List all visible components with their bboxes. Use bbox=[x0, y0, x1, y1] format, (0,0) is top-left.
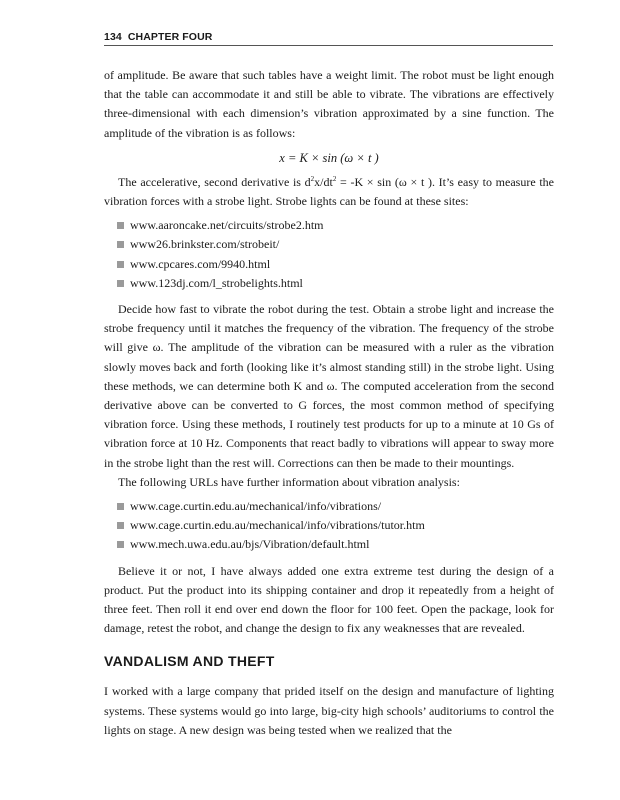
vibration-link[interactable]: www.cage.curtin.edu.au/mechanical/info/vibrations/ bbox=[130, 499, 382, 514]
list-item bbox=[104, 516, 554, 535]
square-bullet-icon bbox=[117, 503, 124, 510]
list-item bbox=[104, 255, 554, 274]
square-bullet-icon bbox=[117, 241, 124, 248]
paragraph-lighting-company: I worked with a large company that prided itself on the design and manufacture of lighting systems. These systems would go into large, big-city high schools’ auditoriums to control the lights on stage. A new design was being tested when we realized that the bbox=[104, 684, 554, 737]
list-item bbox=[104, 216, 554, 235]
derivative-text-b: x/dt bbox=[314, 174, 333, 189]
derivative-text-c: = -K × sin (ω × t ). It’s easy to measure the vibration forces with a strobe light. Strobe lights can be found at these sites: bbox=[104, 174, 554, 209]
derivative-text-a: The accelerative, second derivative is d bbox=[118, 174, 311, 189]
vibration-equation: x = K × sin (ω × t ) bbox=[279, 150, 379, 165]
list-item bbox=[104, 497, 554, 516]
strobe-link[interactable]: www26.brinkster.com/strobeit/ bbox=[130, 237, 280, 252]
section-heading: VANDALISM AND THEFT bbox=[104, 653, 275, 670]
strobe-link[interactable]: www.aaroncake.net/circuits/strobe2.htm bbox=[130, 218, 324, 233]
body-text bbox=[104, 66, 554, 740]
square-bullet-icon bbox=[117, 222, 124, 229]
strobe-link[interactable]: www.123dj.com/l_strobelights.html bbox=[130, 275, 303, 290]
list-item bbox=[104, 235, 554, 254]
paragraph-drop-test: Believe it or not, I have always added one extra extreme test during the design of a product. Put the product into its shipping container and drop it repeatedly from a height of three feet. Then roll it end over end down the floor for 100 feet. Open the package, look for damage, retest the robot, and change the design to fix any weaknesses that are revealed. bbox=[104, 563, 554, 636]
running-header bbox=[104, 31, 553, 46]
list-item bbox=[104, 535, 554, 554]
superscript-2a: 2 bbox=[310, 174, 315, 183]
strobe-link[interactable]: www.cpcares.com/9940.html bbox=[130, 256, 271, 271]
strobe-link-list bbox=[104, 216, 554, 293]
list-item bbox=[104, 274, 554, 293]
chapter-title: CHAPTER FOUR bbox=[127, 31, 213, 43]
paragraph-amplitude: of amplitude. Be aware that such tables have a weight limit. The robot must be light enough that the table can accommodate it and still be able to vibrate. The vibrations are effectively three-dimensional with each dimension’s vibration approximated by a sine function. The amplitude of the vibration is as follows: bbox=[104, 68, 554, 140]
paragraph-strobe-method: Decide how fast to vibrate the robot during the test. Obtain a strobe light and increase the strobe frequency until it matches the frequency of the vibration. The frequency of the strobe will give ω. The amplitude of the vibration can be measured with a ruler as the vibration slowly moves back and forth (looking like it’s almost standing still) in the strobe light. Using these methods, we can determine both K and ω. The computed acceleration from the second derivative above can be converted to G forces, the most common method of specifying vibration force. Using these methods, I routinely test products for up to a minute at 10 Gs of vibration force at 10 Hz. Components that react badly to vibrations will appear to sway more in the strobe light than the rest will. Corrections can then be made to their mountings. bbox=[104, 302, 554, 470]
square-bullet-icon bbox=[117, 261, 124, 268]
vibration-link-list bbox=[104, 497, 554, 555]
vibration-link[interactable]: www.mech.uwa.edu.au/bjs/Vibration/default.html bbox=[130, 537, 370, 552]
square-bullet-icon bbox=[117, 522, 124, 529]
square-bullet-icon bbox=[117, 541, 124, 548]
square-bullet-icon bbox=[117, 280, 124, 287]
vibration-link[interactable]: www.cage.curtin.edu.au/mechanical/info/vibrations/tutor.htm bbox=[130, 518, 425, 533]
paragraph-derivative bbox=[104, 173, 554, 211]
page-number: 134 bbox=[104, 31, 122, 43]
superscript-2b: 2 bbox=[332, 174, 337, 183]
paragraph-urls-intro: The following URLs have further information about vibration analysis: bbox=[118, 474, 460, 489]
